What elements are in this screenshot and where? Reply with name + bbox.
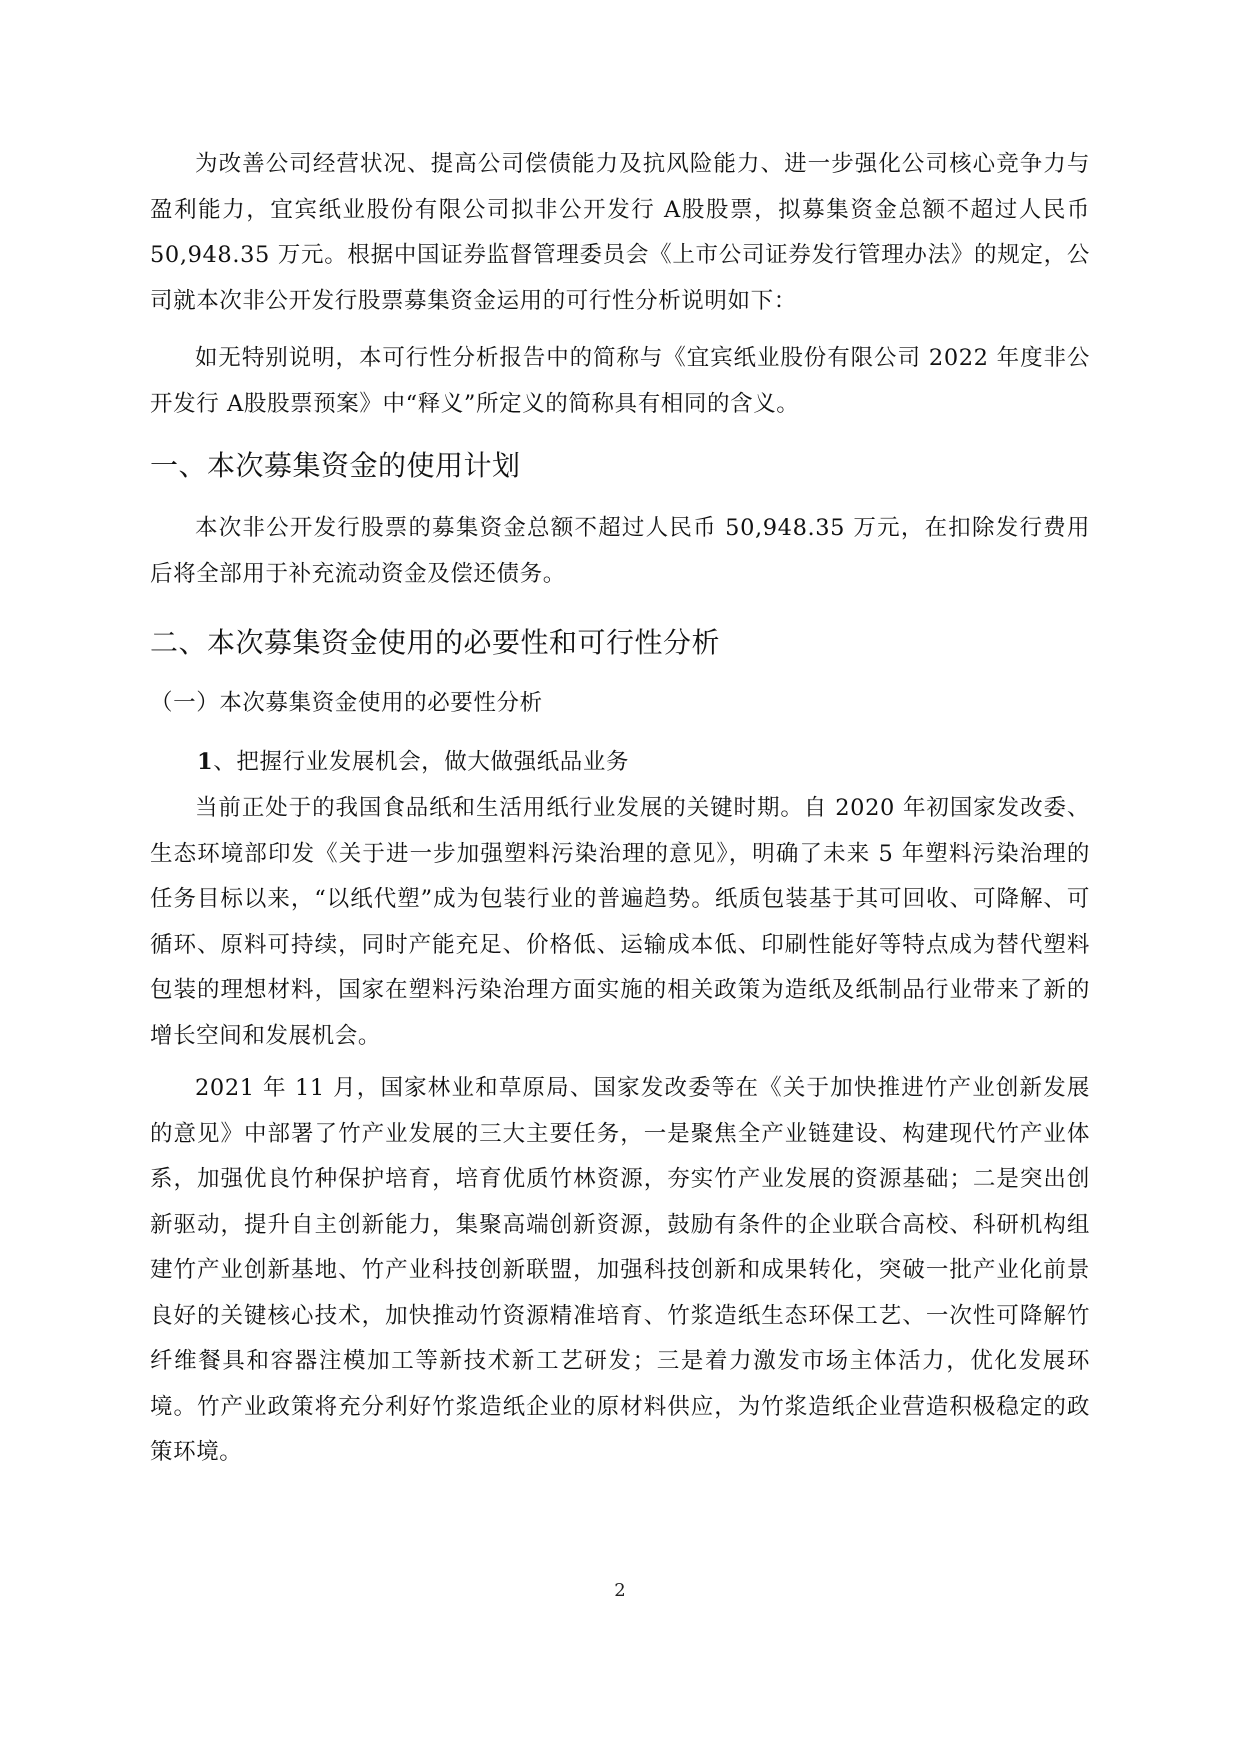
point-1-paragraph-1: 当前正处于的我国食品纸和生活用纸行业发展的关键时期。自 2020 年初国家发改委、生态环境部印发《关于进一步加强塑料污染治理的意见》，明确了未来 5 年塑料污染治理的任务目标以来，“以纸代塑”成为包装行业的普遍趋势。纸质包装基于其可回收、可降解、可循环、原料可持续，同时产能充足、价格低、运输成本低、印刷性能好等特点成为替代塑料包装的理想材料，国家在塑料污染治理方面实施的相关政策为造纸及纸制品行业带来了新的增长空间和发展机会。	[150, 795, 1090, 1049]
section-1-paragraph: 本次非公开发行股票的募集资金总额不超过人民币 50,948.35 万元，在扣除发行费用后将全部用于补充流动资金及偿还债务。	[150, 515, 1090, 587]
intro-paragraph-1: 为改善公司经营状况、提高公司偿债能力及抗风险能力、进一步强化公司核心竞争力与盈利能力，宜宾纸业股份有限公司拟非公开发行 A股股票，拟募集资金总额不超过人民币 50,948.35 万元。根据中国证券监督管理委员会《上市公司证券发行管理办法》的规定，公司就本次非公开发行股票募集资金运用的可行性分析说明如下：	[150, 151, 1090, 314]
section-heading-2: 二、本次募集资金使用的必要性和可行性分析	[150, 626, 721, 659]
point-heading	[150, 742, 1090, 782]
point-title: 、把握行业发展机会，做大做强纸品业务	[213, 749, 630, 775]
page-number: 2	[614, 1580, 626, 1601]
subsection-heading: （一）本次募集资金使用的必要性分析	[150, 690, 543, 716]
point-1-paragraph-2: 2021 年 11 月，国家林业和草原局、国家发改委等在《关于加快推进竹产业创新发展的意见》中部署了竹产业发展的三大主要任务，一是聚焦全产业链建设、构建现代竹产业体系，加强优良竹种保护培育，培育优质竹林资源，夯实竹产业发展的资源基础；二是突出创新驱动，提升自主创新能力，集聚高端创新资源，鼓励有条件的企业联合高校、科研机构组建竹产业创新基地、竹产业科技创新联盟，加强科技创新和成果转化，突破一批产业化前景良好的关键核心技术，加快推动竹资源精准培育、竹浆造纸生态环保工艺、一次性可降解竹纤维餐具和容器注模加工等新技术新工艺研发；三是着力激发市场主体活力，优化发展环境。竹产业政策将充分利好竹浆造纸企业的原材料供应，为竹浆造纸企业营造积极稳定的政策环境。	[150, 1075, 1090, 1465]
section-heading-1: 一、本次募集资金的使用计划	[150, 449, 521, 482]
document-body	[150, 142, 1090, 1476]
intro-paragraph-2: 如无特别说明，本可行性分析报告中的简称与《宜宾纸业股份有限公司 2022 年度非公开发行 A股股票预案》中“释义”所定义的简称具有相同的含义。	[150, 345, 1090, 417]
point-number: 1	[197, 749, 214, 775]
